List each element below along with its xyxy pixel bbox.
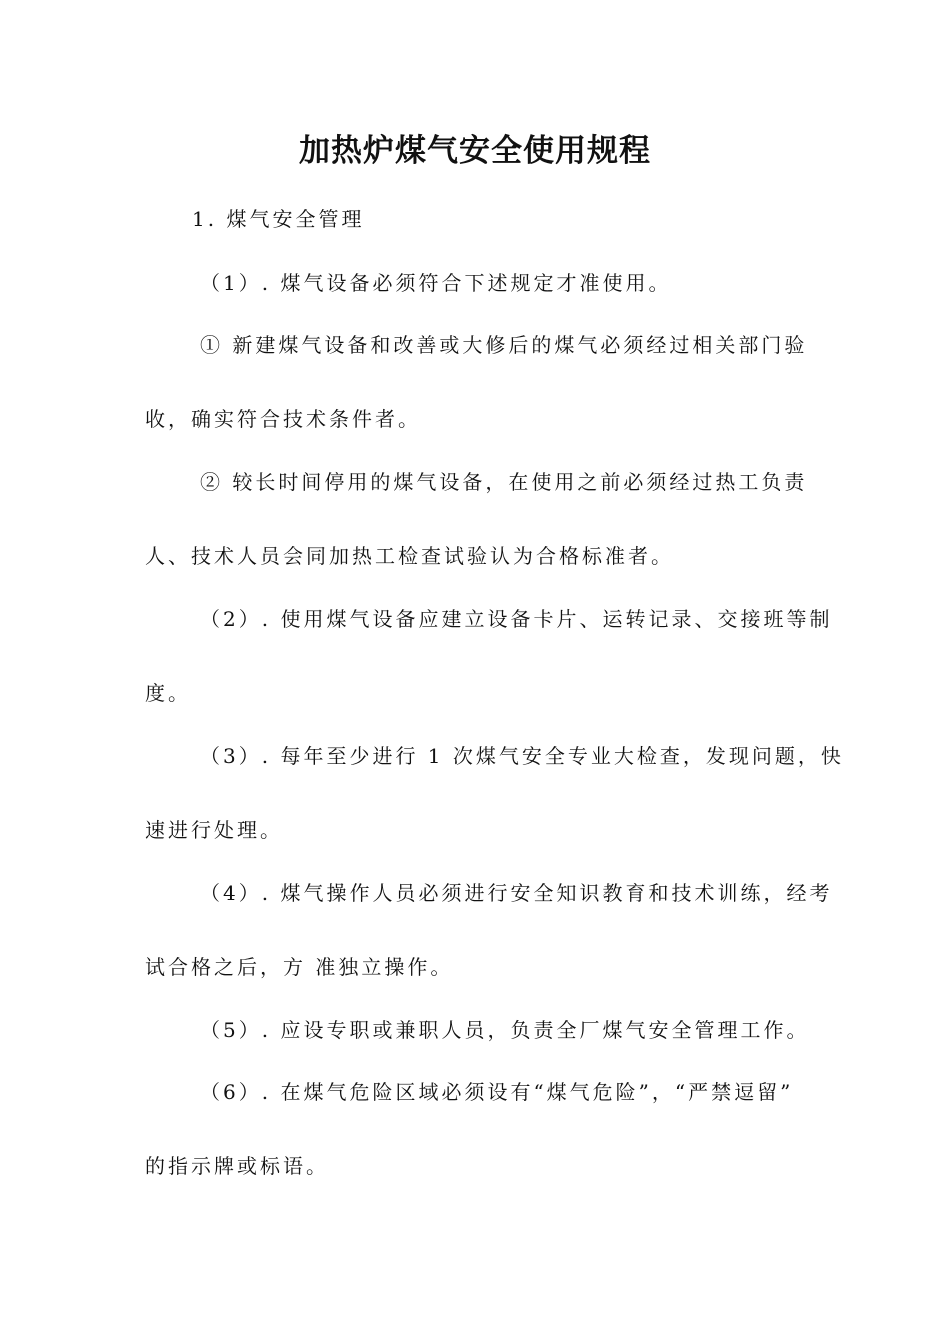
rule-1-line: （1）. 煤气设备必须符合下述规定才准使用。 — [200, 271, 672, 295]
rule-6-line-1: （6）. 在煤气危险区域必须设有“煤气危险”，“严禁逗留” — [200, 1080, 794, 1104]
rule-2-line-1: （2）. 使用煤气设备应建立设备卡片、运转记录、交接班等制 — [200, 607, 833, 631]
rule-1a-line-1: ① 新建煤气设备和改善或大修后的煤气必须经过相关部门验 — [200, 333, 808, 357]
rule-1a-line-2: 收，确实符合技术条件者。 — [145, 407, 421, 431]
rule-2-line-2: 度。 — [145, 681, 191, 705]
rule-1b-line-2: 人、技术人员会同加热工检查试验认为合格标准者。 — [145, 544, 674, 568]
rule-4-line-2: 试合格之后，方 准独立操作。 — [145, 955, 454, 979]
rule-4-line-1: （4）. 煤气操作人员必须进行安全知识教育和技术训练，经考 — [200, 881, 833, 905]
rule-3-line-2: 速进行处理。 — [145, 818, 283, 842]
rule-6-line-2: 的指示牌或标语。 — [145, 1154, 329, 1178]
rule-1b-line-1: ② 较长时间停用的煤气设备，在使用之前必须经过热工负责 — [200, 470, 808, 494]
rule-5-line: （5）. 应设专职或兼职人员，负责全厂煤气安全管理工作。 — [200, 1018, 810, 1042]
section-heading: 1. 煤气安全管理 — [192, 207, 365, 231]
rule-3-line-1: （3）. 每年至少进行 1 次煤气安全专业大检查，发现问题，快 — [200, 744, 844, 768]
document-title: 加热炉煤气安全使用规程 — [299, 133, 651, 169]
